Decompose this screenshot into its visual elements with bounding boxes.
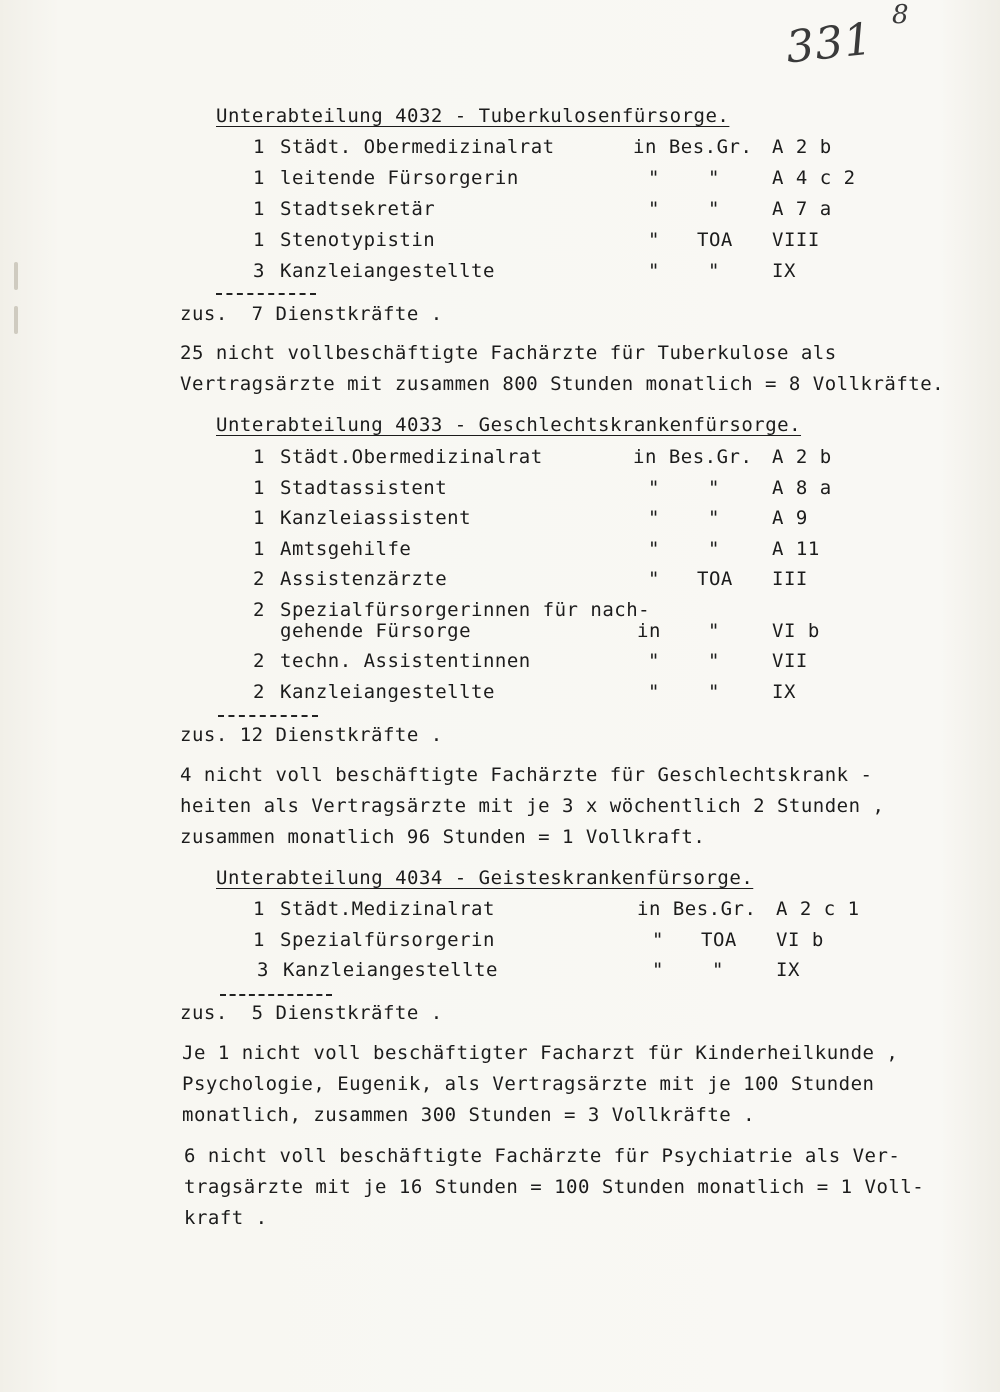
sum-rule bbox=[220, 994, 332, 996]
staff-count: 1 bbox=[253, 167, 265, 189]
staff-title: Spezialfürsorgerinnen für nach- bbox=[280, 599, 651, 621]
ditto-mark: " bbox=[648, 477, 660, 499]
pay-group-label: in Bes.Gr. bbox=[633, 446, 753, 468]
staff-row bbox=[0, 445, 1000, 471]
ditto-mark: " bbox=[708, 507, 720, 529]
ditto-mark: " bbox=[708, 260, 720, 282]
pay-grade: VI b bbox=[772, 620, 820, 642]
ditto-mark: " bbox=[708, 167, 720, 189]
pay-grade: IX bbox=[776, 959, 800, 981]
staff-total: zus. 12 Dienstkräfte . bbox=[180, 724, 443, 746]
contract-doctors-note: 25 nicht vollbeschäftigte Fachärzte für Tuberkulose als Vertragsärzte mit zusammen 800 Stunden monatlich = 8 Vollkräfte. bbox=[180, 342, 945, 395]
staff-row bbox=[0, 897, 1000, 923]
staff-title: gehende Fürsorge bbox=[280, 620, 472, 642]
staff-title: Stenotypistin bbox=[280, 229, 436, 251]
staff-row bbox=[0, 135, 1000, 161]
staff-row bbox=[0, 259, 1000, 285]
staff-count: 3 bbox=[253, 260, 265, 282]
ditto-mark: " bbox=[648, 538, 660, 560]
staff-title: Kanzleiangestellte bbox=[280, 260, 495, 282]
contract-doctors-note: 6 nicht voll beschäftigte Fachärzte für Psychiatrie als Ver- tragsärzte mit je 16 Stunden = 100 Stunden monatlich = 1 Voll- kraft . bbox=[184, 1145, 925, 1229]
staff-title: Kanzleiassistent bbox=[280, 507, 472, 529]
handwritten-page-number: 331 bbox=[783, 13, 876, 74]
staff-row bbox=[0, 197, 1000, 223]
staff-title: Kanzleiangestellte bbox=[283, 959, 498, 981]
pay-grade: VIII bbox=[772, 229, 820, 251]
ditto-mark: " bbox=[708, 538, 720, 560]
staff-row bbox=[0, 166, 1000, 192]
pay-grade: VI b bbox=[776, 929, 824, 951]
corner-page-number: 8 bbox=[892, 0, 909, 30]
ditto-mark: " bbox=[648, 507, 660, 529]
staff-title: leitende Fürsorgerin bbox=[280, 167, 519, 189]
staff-count: 1 bbox=[253, 136, 265, 158]
ditto-mark: " bbox=[648, 167, 660, 189]
ditto-mark: " bbox=[652, 959, 664, 981]
staff-title: Assistenzärzte bbox=[280, 568, 448, 590]
staff-total: zus. 5 Dienstkräfte . bbox=[180, 1002, 443, 1024]
staff-row bbox=[0, 680, 1000, 706]
ditto-mark: " bbox=[708, 681, 720, 703]
pay-group-label: in Bes.Gr. bbox=[633, 136, 753, 158]
pay-grade: IX bbox=[772, 260, 796, 282]
pay-scheme: TOA bbox=[697, 229, 733, 251]
staff-count: 1 bbox=[253, 898, 265, 920]
ditto-mark: " bbox=[648, 198, 660, 220]
ditto-mark: " bbox=[708, 650, 720, 672]
staff-total: zus. 7 Dienstkräfte . bbox=[180, 303, 443, 325]
staff-row bbox=[0, 958, 1000, 984]
contract-doctors-note: 4 nicht voll beschäftigte Fachärzte für Geschlechtskrank - heiten als Vertragsärzte mit je 3 x wöchentlich 2 Stunden , zusammen monatlich 96 Stunden = 1 Vollkraft. bbox=[180, 764, 885, 848]
staff-row bbox=[0, 476, 1000, 502]
ditto-mark: " bbox=[648, 229, 660, 251]
staff-row bbox=[0, 537, 1000, 563]
pay-grade: A 9 bbox=[772, 507, 808, 529]
staff-title: Stadtsekretär bbox=[280, 198, 436, 220]
staff-row bbox=[0, 506, 1000, 532]
pay-grade: A 4 c 2 bbox=[772, 167, 856, 189]
staff-row bbox=[0, 928, 1000, 954]
ditto-mark: " bbox=[652, 929, 664, 951]
staff-count: 3 bbox=[257, 959, 269, 981]
ditto-mark: " bbox=[712, 959, 724, 981]
staff-count: 2 bbox=[253, 599, 265, 621]
staff-count: 1 bbox=[253, 198, 265, 220]
staff-count: 1 bbox=[253, 229, 265, 251]
pay-grade: A 2 b bbox=[772, 136, 832, 158]
staff-row bbox=[0, 567, 1000, 593]
ditto-mark: " bbox=[648, 681, 660, 703]
staff-title: Städt.Medizinalrat bbox=[280, 898, 495, 920]
staff-title: techn. Assistentinnen bbox=[280, 650, 531, 672]
pay-grade: III bbox=[772, 568, 808, 590]
pay-grade: IX bbox=[772, 681, 796, 703]
staff-count: 1 bbox=[253, 446, 265, 468]
sum-rule bbox=[218, 715, 318, 717]
pay-grade: A 11 bbox=[772, 538, 820, 560]
ditto-mark: " bbox=[648, 650, 660, 672]
pay-grade: A 2 c 1 bbox=[776, 898, 860, 920]
pay-group-label: in Bes.Gr. bbox=[637, 898, 757, 920]
staff-count: 1 bbox=[253, 929, 265, 951]
ditto-mark: " bbox=[648, 568, 660, 590]
section-heading: Unterabteilung 4032 - Tuberkulosenfürsorge. bbox=[216, 105, 730, 127]
staff-row bbox=[0, 228, 1000, 254]
staff-count: 2 bbox=[253, 650, 265, 672]
sum-rule bbox=[216, 293, 316, 295]
ditto-mark: " bbox=[708, 198, 720, 220]
staff-title: Kanzleiangestellte bbox=[280, 681, 495, 703]
ditto-mark: " bbox=[648, 260, 660, 282]
staff-row bbox=[0, 649, 1000, 675]
staff-row-continuation bbox=[0, 619, 1000, 645]
ditto-mark: " bbox=[708, 620, 720, 642]
staff-count: 2 bbox=[253, 681, 265, 703]
pay-group-label: in bbox=[637, 620, 661, 642]
staff-title: Städt. Obermedizinalrat bbox=[280, 136, 555, 158]
staff-count: 1 bbox=[253, 507, 265, 529]
section-heading: Unterabteilung 4033 - Geschlechtskrankenfürsorge. bbox=[216, 414, 802, 436]
section-heading: Unterabteilung 4034 - Geisteskrankenfürsorge. bbox=[216, 867, 754, 889]
contract-doctors-note: Je 1 nicht voll beschäftigter Facharzt für Kinderheilkunde , Psychologie, Eugenik, als Vertragsärzte mit je 100 Stunden monatlich, zusammen 300 Stunden = 3 Vollkräfte . bbox=[182, 1042, 899, 1126]
staff-count: 2 bbox=[253, 568, 265, 590]
pay-scheme: TOA bbox=[701, 929, 737, 951]
staff-title: Amtsgehilfe bbox=[280, 538, 412, 560]
pay-scheme: TOA bbox=[697, 568, 733, 590]
staff-title: Städt.Obermedizinalrat bbox=[280, 446, 543, 468]
pay-grade: A 8 a bbox=[772, 477, 832, 499]
staff-title: Spezialfürsorgerin bbox=[280, 929, 495, 951]
staff-title: Stadtassistent bbox=[280, 477, 448, 499]
pay-grade: VII bbox=[772, 650, 808, 672]
staff-count: 1 bbox=[253, 538, 265, 560]
pay-grade: A 2 b bbox=[772, 446, 832, 468]
pay-grade: A 7 a bbox=[772, 198, 832, 220]
staff-count: 1 bbox=[253, 477, 265, 499]
ditto-mark: " bbox=[708, 477, 720, 499]
